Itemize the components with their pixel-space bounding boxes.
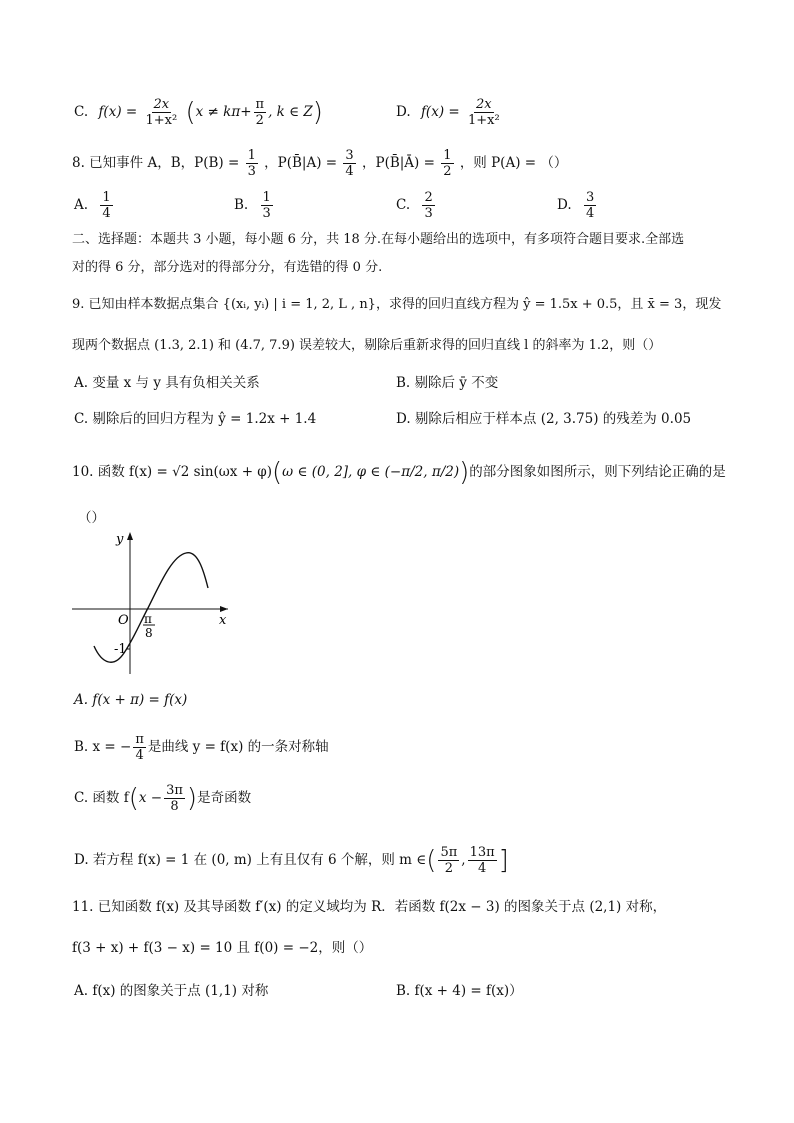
numerator: π	[255, 97, 265, 112]
numerator: 2x	[153, 97, 170, 112]
stem-text: 的部分图象如图所示，则下列结论正确的是	[469, 464, 726, 480]
y-axis-arrow	[127, 532, 133, 540]
stem-text: ，P(B̄|A) =	[264, 155, 338, 171]
q10-option-b	[74, 732, 329, 763]
q10-stem: 10. 函数 f(x) = √2 sin(ωx + φ)(ω ∈ (0, 2], φ ∈ (−π/2, π/2))的部分图象如图所示，则下列结论正确的是	[72, 457, 726, 488]
q10-option-a	[74, 690, 187, 710]
fraction	[584, 190, 596, 221]
denominator: 4	[585, 206, 595, 221]
numerator: 2	[424, 190, 433, 205]
q9-option-a: A. 变量 x 与 y 具有负相关关系	[74, 375, 260, 391]
denominator: 3	[424, 206, 433, 221]
numerator: 3	[345, 148, 354, 163]
denominator: 4	[102, 206, 111, 221]
stem-text: ，则 P(A) = （）	[459, 155, 568, 171]
stem-text: 10. 函数 f(x) = √2 sin(ωx + φ)	[72, 464, 273, 480]
fraction	[438, 845, 459, 876]
denominator: 4	[477, 861, 487, 876]
denominator: 4	[135, 748, 144, 763]
stem-text: ，P(B̄|Ā) =	[361, 155, 435, 171]
q8-option-c	[396, 190, 437, 221]
denominator: 1+x²	[145, 113, 178, 128]
option-label: B.	[234, 197, 249, 213]
denominator: 3	[262, 206, 271, 221]
denominator: 4	[345, 164, 354, 179]
numerator: 3π	[166, 783, 183, 798]
x-axis-label: x	[219, 613, 227, 628]
q10-answer-paren: （）	[78, 510, 105, 526]
q8-option-a	[74, 190, 115, 221]
denominator: 8	[170, 799, 179, 814]
numerator: 1	[247, 148, 256, 163]
condition-text: , k ∈ Z	[268, 104, 313, 120]
stem-text: 8. 已知事件 A，B，P(B) =	[72, 155, 240, 171]
pi-label: π	[144, 612, 152, 626]
fraction	[468, 845, 497, 876]
option-label: C.	[396, 197, 411, 213]
numerator: 2x	[476, 97, 492, 112]
function-lhs: f(x) =	[420, 104, 464, 120]
parameter-condition: ω ∈ (0, 2], φ ∈ (−π/2, π/2)	[282, 464, 460, 480]
fraction	[133, 732, 146, 763]
q11-stem-line-2: f(3 + x) + f(3 − x) = 10 且 f(0) = −2，则（）	[72, 940, 373, 956]
numerator: 5π	[440, 845, 458, 860]
fraction	[143, 97, 179, 128]
q7-option-c: C. f(x) = $\frac{2x}{\text{1+x²}}$ (x ≠ kπ+ $\frac{\pi}{2}$ , k ∈ Z)	[74, 97, 323, 128]
q10-function-graph	[68, 528, 236, 678]
option-label: D.	[557, 197, 572, 213]
section-2-line-2: 对的得 6 分，部分选对的得部分分，有选错的得 0 分.	[72, 260, 383, 275]
fraction	[441, 148, 453, 179]
q11-stem-line-1: 11. 已知函数 f(x) 及其导函数 f′(x) 的定义域均为 R．若函数 f(2x − 3) 的图象关于点 (2,1) 对称，	[72, 899, 667, 915]
numerator: 1	[102, 190, 111, 205]
numerator: 13π	[469, 845, 495, 860]
origin-label: O	[118, 613, 129, 628]
q8-stem	[72, 148, 734, 179]
fraction	[254, 97, 267, 128]
neg-one-label: -1	[114, 642, 127, 657]
x-axis-arrow	[220, 606, 228, 612]
sine-curve	[94, 553, 208, 662]
option-text: B. x = −	[74, 739, 132, 755]
q9-option-d: D. 剔除后相应于样本点 (2, 3.75) 的残差为 0.05	[396, 411, 692, 427]
denominator: 2	[255, 113, 264, 128]
option-text: 是奇函数	[197, 790, 252, 806]
option-label: C.	[74, 104, 89, 120]
fraction	[100, 190, 112, 221]
denominator: 2	[443, 164, 452, 179]
fraction	[466, 97, 502, 128]
function-lhs: f(x) =	[98, 104, 142, 120]
q8-option-d	[557, 190, 598, 221]
y-axis-label: y	[116, 532, 124, 547]
fraction	[164, 783, 185, 814]
condition-text: x ≠ kπ+	[195, 104, 252, 120]
option-label: D.	[396, 104, 411, 120]
option-label: A.	[74, 197, 89, 213]
q9-stem-line-1: 9. 已知由样本数据点集合 {(xᵢ, yᵢ) | i = 1, 2, L , n}，求得的回归直线方程为 ŷ = 1.5x + 0.5，且 x̄ = 3，现发	[72, 297, 722, 312]
option-text: C. 函数 f	[74, 790, 129, 806]
numerator: π	[135, 732, 144, 747]
eight-label: 8	[145, 626, 153, 640]
q7-option-d	[396, 97, 504, 128]
denominator: 2	[444, 861, 453, 876]
q9-option-c: C. 剔除后的回归方程为 ŷ = 1.2x + 1.4	[74, 411, 317, 427]
q10-option-d: D. 若方程 f(x) = 1 在 (0, m) 上有且仅有 6 个解，则 m ∈( $\frac{5\pi}{2}$ , $\frac{13\pi}{4}$ ]	[74, 845, 509, 876]
option-text: A. f(x + π) = f(x)	[74, 692, 188, 708]
option-text: x −	[138, 790, 163, 806]
q11-option-a: A. f(x) 的图象关于点 (1,1) 对称	[74, 983, 269, 999]
option-text: D. 若方程 f(x) = 1 在 (0, m) 上有且仅有 6 个解，则 m ∈	[74, 852, 427, 868]
q11-option-b: B. f(x + 4) = f(x)）	[396, 983, 523, 999]
denominator: 3	[247, 164, 256, 179]
q9-option-b: B. 剔除后 ȳ 不变	[396, 375, 499, 391]
section-2-line-1: 二、选择题：本题共 3 小题，每小题 6 分，共 18 分.在每小题给出的选项中，有多项符合题目要求.全部选	[72, 232, 685, 247]
fraction	[422, 190, 434, 221]
q8-option-b	[234, 190, 275, 221]
numerator: 1	[262, 190, 271, 205]
fraction	[246, 148, 258, 179]
denominator: 1+x²	[467, 113, 500, 128]
option-text: 是曲线 y = f(x) 的一条对称轴	[147, 739, 329, 755]
numerator: 3	[585, 190, 595, 205]
q10-option-c: C. 函数 f(x − $\frac{3\pi}{8}$ )是奇函数	[74, 783, 252, 814]
numerator: 1	[443, 148, 452, 163]
q9-stem-line-2: 现两个数据点 (1.3, 2.1) 和 (4.7, 7.9) 误差较大，剔除后重新求得的回归直线 l 的斜率为 1.2，则（）	[72, 338, 662, 353]
fraction	[343, 148, 355, 179]
fraction	[261, 190, 273, 221]
